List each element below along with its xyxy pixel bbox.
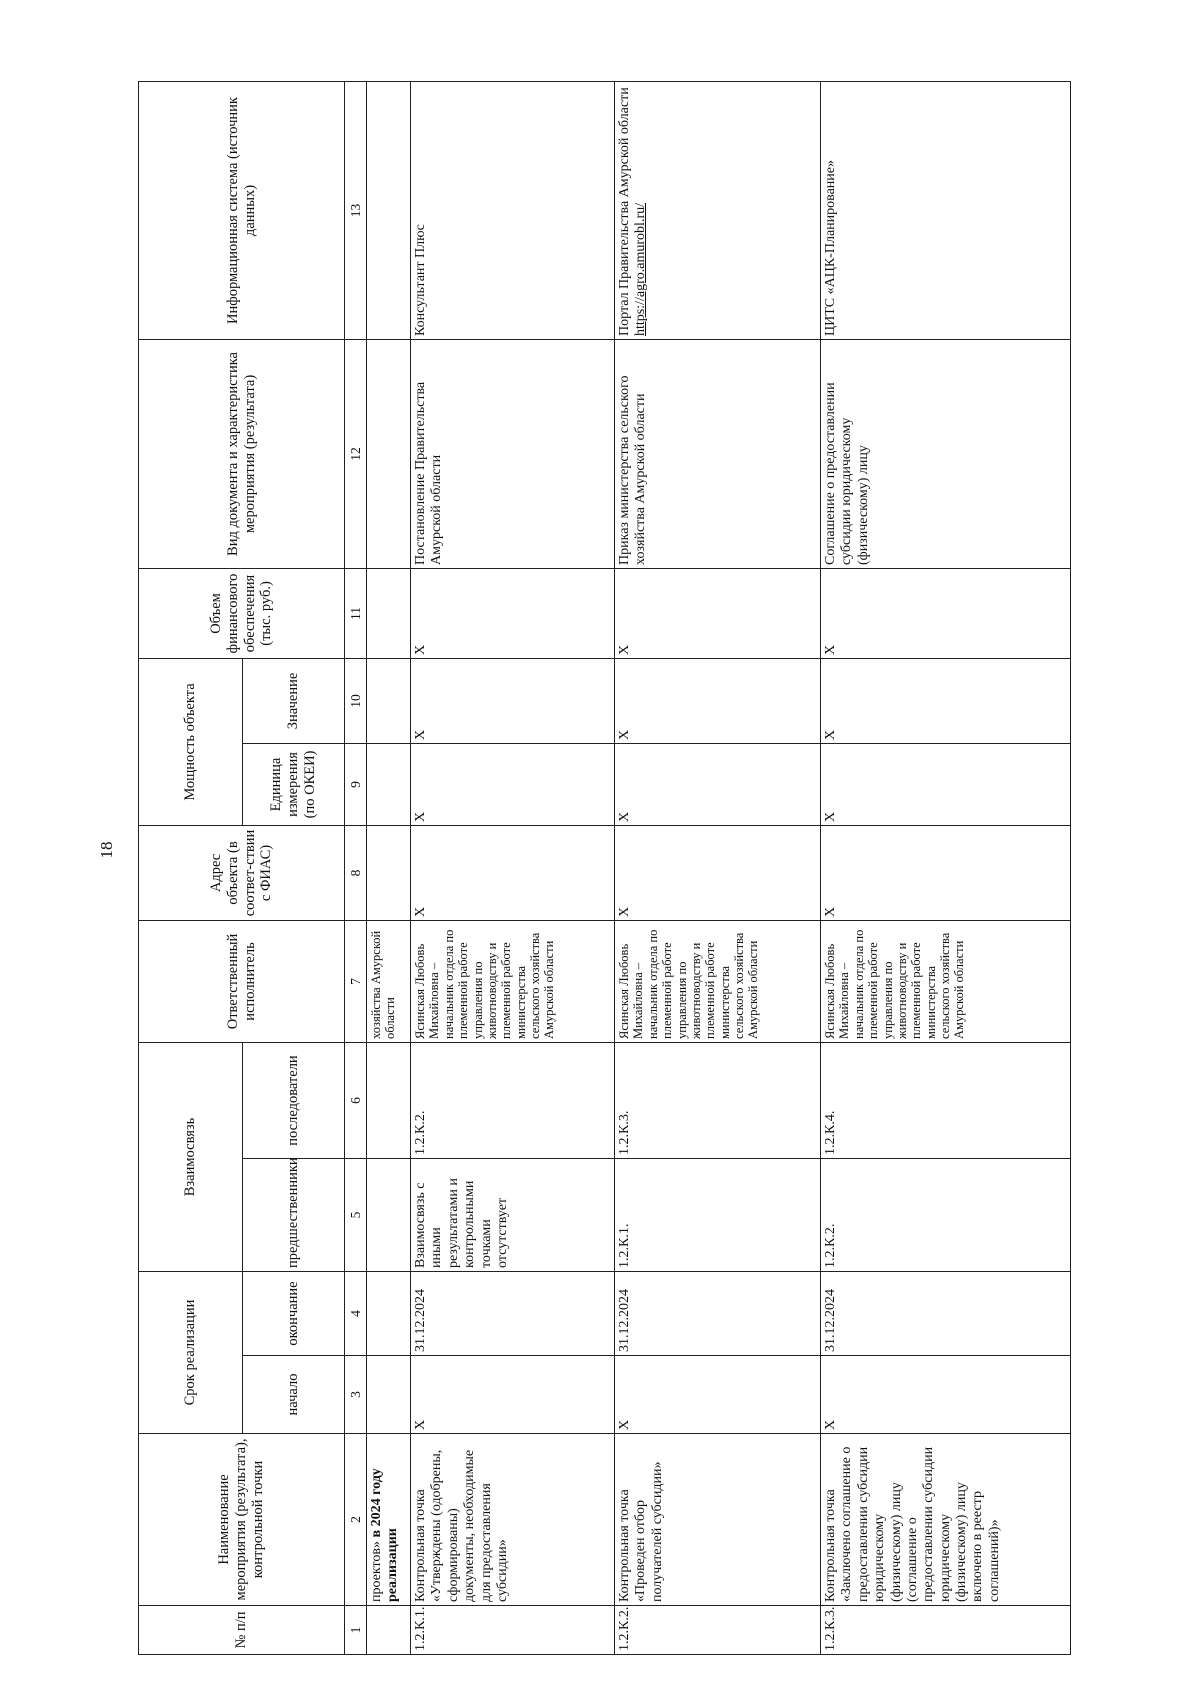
cell-unit: X	[411, 743, 615, 825]
cell-start: X	[821, 1356, 1071, 1434]
cell-end: 31.12.2024	[411, 1272, 615, 1356]
cell-predecessors: 1.2.К.2.	[821, 1159, 1071, 1272]
cell-empty	[367, 658, 411, 743]
page-number: 18	[97, 841, 116, 859]
cell-info-system	[411, 81, 615, 339]
info-system-text: Консультант Плюс	[413, 224, 428, 336]
column-number: 10	[345, 658, 367, 743]
table-row	[821, 81, 1071, 1654]
column-number: 1	[345, 1606, 367, 1655]
cell-executor: Ясинская Любовь Михайловна – начальник отдела по племенной работе управления по животноводству и племенной работе министерства сельского хозяйства Амурской области	[411, 920, 615, 1042]
header-finance: Объем финансового обеспечения (тыс. руб.)	[139, 568, 345, 658]
header-relation: Взаимосвязь	[139, 1042, 243, 1271]
cell-empty	[367, 743, 411, 825]
header-doc-type: Вид документа и характеристика мероприятия (результата)	[139, 339, 345, 568]
column-number: 12	[345, 339, 367, 568]
cell-empty	[367, 1606, 411, 1655]
header-successors: последователи	[243, 1042, 345, 1158]
header-start: начало	[243, 1356, 345, 1434]
cell-empty	[367, 1042, 411, 1158]
header-name: Наименование мероприятия (результата), контрольной точки	[139, 1434, 345, 1606]
cell-successors: 1.2.К.4.	[821, 1042, 1071, 1158]
header-executor: Ответственный исполнитель	[139, 920, 345, 1042]
cell-name: Контрольная точка «Заключено соглашение о предоставлении субсидии юридическому (физическому) лицу (соглашение о предоставлении субсидии юридическому (физическому) лицу включено в реестр соглашений)»	[821, 1434, 1071, 1606]
continuation-executor: хозяйства Амурской области	[367, 920, 411, 1042]
header-predecessors: предшественники	[243, 1159, 345, 1272]
header-address: Адрес объекта (в соответ-ствии с ФИАС)	[139, 825, 345, 920]
cell-predecessors: 1.2.К.1.	[615, 1159, 821, 1272]
continuation-row	[367, 81, 411, 1654]
table-row	[411, 81, 615, 1654]
cell-empty	[367, 1159, 411, 1272]
table-row	[615, 81, 821, 1654]
cell-doc-type: Постановление Правительства Амурской области	[411, 339, 615, 568]
cell-no: 1.2.К.1.	[411, 1606, 615, 1655]
cell-successors: 1.2.К.2.	[411, 1042, 615, 1158]
cell-empty	[367, 1356, 411, 1434]
cell-value: X	[411, 658, 615, 743]
column-number: 3	[345, 1356, 367, 1434]
cell-executor: Ясинская Любовь Михайловна – начальник отдела по племенной работе управления по животноводству и племенной работе министерства сельского хозяйства Амурской области	[615, 920, 821, 1042]
cell-doc-type: Приказ министерства сельского хозяйства Амурской области	[615, 339, 821, 568]
header-info-system: Информационная система (источник данных)	[139, 81, 345, 339]
info-system-text: Портал Правительства Амурской области	[617, 87, 632, 336]
cell-address: X	[821, 825, 1071, 920]
header-period: Срок реализации	[139, 1272, 243, 1434]
header-unit: Единица измерения (по ОКЕИ)	[243, 743, 345, 825]
cell-finance: X	[411, 568, 615, 658]
header-row-1	[139, 81, 243, 1654]
cell-successors: 1.2.К.3.	[615, 1042, 821, 1158]
cell-empty	[367, 568, 411, 658]
cell-empty	[367, 825, 411, 920]
column-number: 8	[345, 825, 367, 920]
cell-no: 1.2.К.2.	[615, 1606, 821, 1655]
column-number-row	[345, 81, 367, 1654]
column-number: 2	[345, 1434, 367, 1606]
cell-value: X	[615, 658, 821, 743]
cell-unit: X	[615, 743, 821, 825]
column-number: 11	[345, 568, 367, 658]
cell-end: 31.12.2024	[615, 1272, 821, 1356]
continuation-name-prefix: проектов»	[369, 1537, 384, 1602]
portal-link[interactable]: https://agro.amurobl.ru/	[633, 203, 649, 336]
cell-name: Контрольная точка «Проведен отбор получателей субсидии»	[615, 1434, 821, 1606]
column-number: 4	[345, 1272, 367, 1356]
cell-start: X	[411, 1356, 615, 1434]
cell-finance: X	[821, 568, 1071, 658]
cell-address: X	[615, 825, 821, 920]
cell-info-system	[615, 81, 821, 339]
column-number: 7	[345, 920, 367, 1042]
cell-end: 31.12.2024	[821, 1272, 1071, 1356]
column-number: 13	[345, 81, 367, 339]
plan-table	[138, 81, 1071, 1655]
continuation-name-bold: в 2024 году реализации	[369, 1468, 401, 1602]
header-end: окончание	[243, 1272, 345, 1356]
continuation-name	[367, 1434, 411, 1606]
cell-predecessors: Взаимосвязь с иными результатами и контрольными точками отсутствует	[411, 1159, 615, 1272]
cell-value: X	[821, 658, 1071, 743]
cell-unit: X	[821, 743, 1071, 825]
cell-finance: X	[615, 568, 821, 658]
cell-name: Контрольная точка «Утверждены (одобрены, сформированы) документы, необходимые для предоставления субсидии»	[411, 1434, 615, 1606]
column-number: 6	[345, 1042, 367, 1158]
cell-start: X	[615, 1356, 821, 1434]
column-number: 9	[345, 743, 367, 825]
column-number: 5	[345, 1159, 367, 1272]
cell-empty	[367, 339, 411, 568]
info-system-text: ЦИТС «АЦК-Планирование»	[823, 160, 838, 336]
cell-info-system	[821, 81, 1071, 339]
header-capacity: Мощность объекта	[139, 658, 243, 825]
cell-doc-type: Соглашение о предоставлении субсидии юридическому (физическому) лицу	[821, 339, 1071, 568]
header-value: Значение	[243, 658, 345, 743]
rotated-table-wrapper	[138, 82, 1070, 1655]
cell-empty	[367, 81, 411, 339]
cell-executor: Ясинская Любовь Михайловна – начальник отдела по племенной работе управления по животноводству и племенной работе министерства сельского хозяйства Амурской области	[821, 920, 1071, 1042]
cell-empty	[367, 1272, 411, 1356]
cell-no: 1.2.К.3.	[821, 1606, 1071, 1655]
cell-address: X	[411, 825, 615, 920]
header-no: № п/п	[139, 1606, 345, 1655]
